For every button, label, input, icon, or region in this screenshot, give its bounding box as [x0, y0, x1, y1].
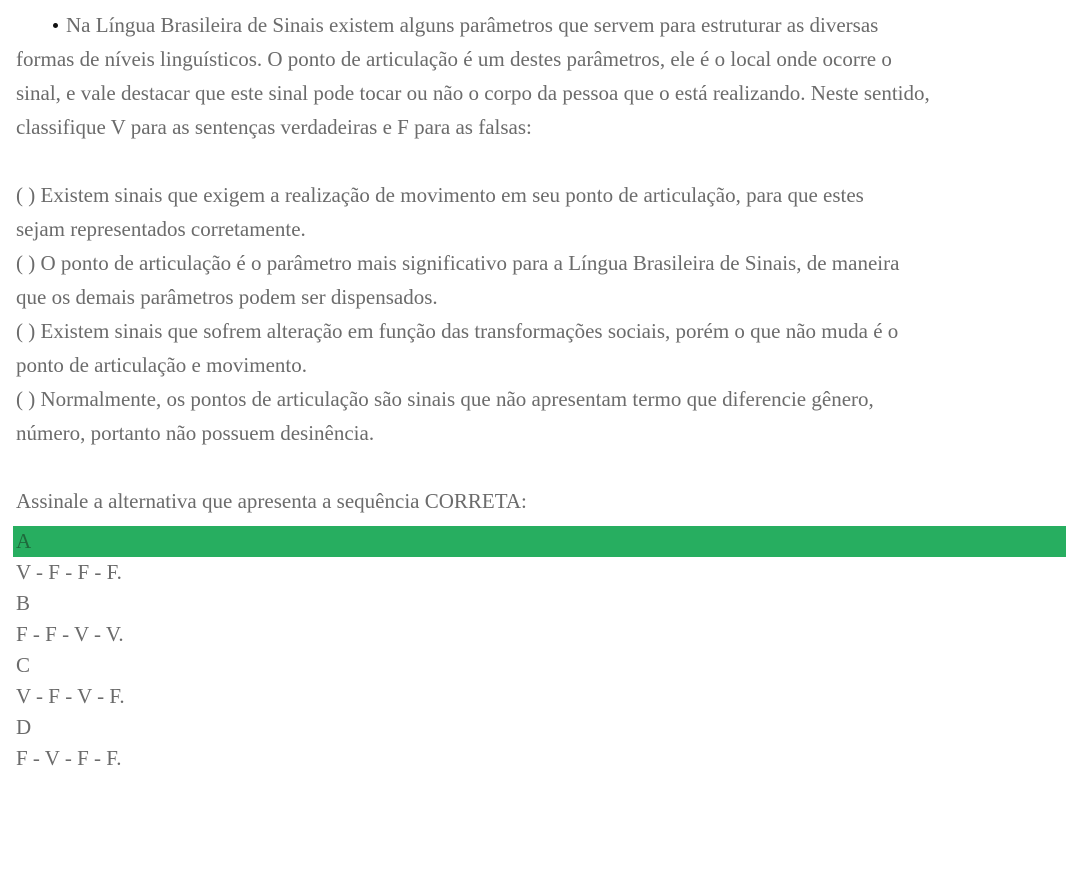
option-text[interactable]: V - F - F - F. — [16, 560, 122, 584]
option-text[interactable]: V - F - V - F. — [16, 684, 125, 708]
option-letter[interactable]: B — [16, 591, 31, 615]
option-letter[interactable]: C — [16, 653, 31, 677]
statement-line: ( ) Existem sinais que exigem a realização de movimento em seu ponto de articulação, para que estes — [16, 183, 864, 207]
statement-line: ( ) Normalmente, os pontos de articulação são sinais que não apresentam termo que diferencie gênero, — [16, 387, 874, 411]
option-d[interactable] — [13, 712, 1066, 774]
intro-line: sinal, e vale destacar que este sinal pode tocar ou não o corpo da pessoa que o está realizando. Neste sentido, — [16, 81, 930, 105]
intro-line: formas de níveis linguísticos. O ponto de articulação é um destes parâmetros, ele é o local onde ocorre o — [16, 47, 892, 71]
intro-line — [16, 8, 1066, 42]
answer-options — [13, 526, 1066, 774]
option-c[interactable] — [13, 650, 1066, 712]
option-text[interactable]: F - F - V - V. — [16, 622, 124, 646]
intro-line: classifique V para as sentenças verdadeiras e F para as falsas: — [16, 115, 532, 139]
option-b[interactable] — [13, 588, 1066, 650]
statement-line: sejam representados corretamente. — [16, 217, 306, 241]
option-text[interactable]: F - V - F - F. — [16, 746, 122, 770]
question-prompt: Assinale a alternativa que apresenta a sequência CORRETA: — [16, 489, 527, 513]
bullet-icon — [53, 23, 58, 28]
statement-line: número, portanto não possuem desinência. — [16, 421, 375, 445]
question-block — [16, 8, 1066, 518]
spacer — [16, 144, 1066, 178]
statement-line: ( ) O ponto de articulação é o parâmetro mais significativo para a Língua Brasileira de Sinais, de maneira — [16, 251, 900, 275]
statement-line: ( ) Existem sinais que sofrem alteração em função das transformações sociais, porém o que não muda é o — [16, 319, 899, 343]
statement-line: que os demais parâmetros podem ser dispensados. — [16, 285, 438, 309]
option-letter[interactable]: A — [13, 526, 1066, 557]
intro-line-text: Na Língua Brasileira de Sinais existem alguns parâmetros que servem para estruturar as diversas — [66, 13, 879, 37]
option-letter[interactable]: D — [16, 715, 32, 739]
statement-line: ponto de articulação e movimento. — [16, 353, 307, 377]
option-a[interactable] — [13, 526, 1066, 588]
spacer — [16, 450, 1066, 484]
